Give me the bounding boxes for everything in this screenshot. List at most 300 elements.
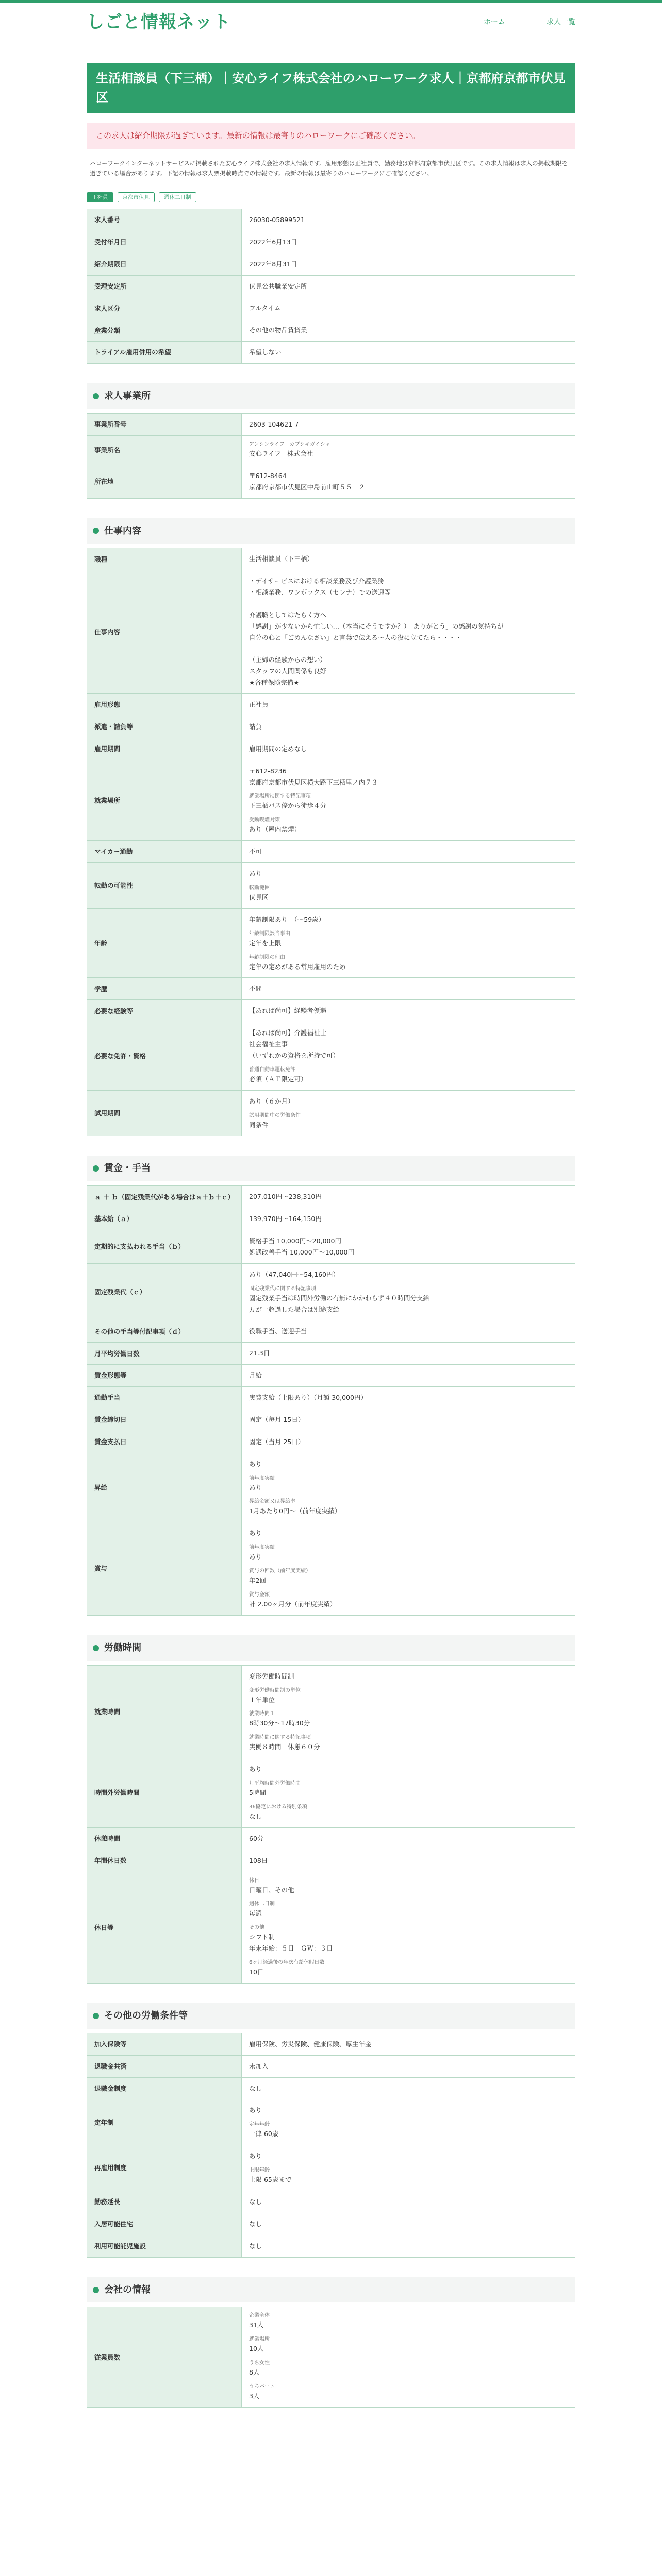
table-row xyxy=(87,297,575,319)
row-label: 利用可能託児施設 xyxy=(87,2235,242,2257)
section-hours xyxy=(87,1635,575,1984)
section-heading xyxy=(87,518,575,544)
table-row xyxy=(87,2145,575,2191)
row-label: 定期的に支払われる手当（ｂ） xyxy=(87,1230,242,1264)
row-label: 固定残業代（ｃ） xyxy=(87,1263,242,1320)
table-row xyxy=(87,1387,575,1409)
value-text: 一律 60歳 xyxy=(249,2130,279,2138)
site-header xyxy=(0,3,662,42)
row-value xyxy=(242,2077,575,2099)
site-logo[interactable]: しごと情報ネット xyxy=(87,12,231,33)
value-text: 21.3日 xyxy=(249,1349,270,1358)
section-title: 求人事業所 xyxy=(104,391,151,402)
value-text: 固定残業手当は時間外労働の有無にかかわらず４０時間分支給 万が一超過した場合は別途支給 xyxy=(249,1294,430,1313)
info-table xyxy=(87,209,575,364)
row-value xyxy=(242,1827,575,1850)
row-value xyxy=(242,1431,575,1453)
table-row xyxy=(87,2213,575,2235)
row-value xyxy=(242,2055,575,2077)
table-row xyxy=(87,1827,575,1850)
value-text: 役職手当、送迎手当 xyxy=(249,1327,307,1335)
row-label: 試用期間 xyxy=(87,1090,242,1136)
row-label: 雇用期間 xyxy=(87,738,242,760)
row-value xyxy=(242,1263,575,1320)
value-block xyxy=(249,1475,568,1494)
table-row xyxy=(87,1872,575,1983)
section-list xyxy=(87,209,575,2408)
value-text: 同条件 xyxy=(249,1121,269,1129)
value-text: あり（47,040円～54,160円） xyxy=(249,1270,339,1278)
row-label: 年間休日数 xyxy=(87,1850,242,1872)
row-value xyxy=(242,908,575,978)
row-value xyxy=(242,841,575,863)
value-block xyxy=(249,1066,568,1085)
value-block xyxy=(249,1568,568,1586)
row-label: トライアル雇用併用の希望 xyxy=(87,342,242,364)
row-value xyxy=(242,738,575,760)
value-block xyxy=(249,1959,568,1978)
value-text: 108日 xyxy=(249,1856,268,1865)
value-text: あり xyxy=(249,870,262,878)
bullet-dot-icon xyxy=(93,2013,99,2019)
value-text: あり xyxy=(249,1460,262,1468)
row-value xyxy=(242,1409,575,1431)
value-block xyxy=(249,1544,568,1563)
value-sublabel: 試用期間中の労働条件 xyxy=(249,1112,301,1118)
value-block xyxy=(249,766,568,788)
value-text: 3人 xyxy=(249,2392,260,2400)
value-block xyxy=(249,1671,568,1682)
value-text: フルタイム xyxy=(249,304,281,312)
section-title: 賃金・手当 xyxy=(104,1163,151,1174)
row-label: 勤務延長 xyxy=(87,2191,242,2213)
value-block xyxy=(249,1710,568,1729)
table-row xyxy=(87,2235,575,2257)
value-text: 8時30分～17時30分 xyxy=(249,1719,310,1727)
value-text: あり xyxy=(249,1765,262,1773)
value-block xyxy=(249,2336,568,2354)
value-block xyxy=(249,2105,568,2116)
value-text: 雇用保険、労災保険、健康保険、厚生年金 xyxy=(249,2040,372,2048)
value-text: その他の物品賃貸業 xyxy=(249,326,307,334)
row-value xyxy=(242,342,575,364)
row-label: 求人区分 xyxy=(87,297,242,319)
value-text: ・デイサービスにおける相談業務及び介護業務 ・相談業務、ワンボックス（セレナ）での送迎等 介護職としてはたらく方へ 「感謝」が少ないから忙しい…（本当にそうですか？）「ありがとう」の感謝の気持ちが 自分の心と「ごめんなさい」と言葉で伝える～人の役に立てたら・・・・ （主婦の経験からの想い） スタッフの人間関係も良好 ★各種保険完備★ xyxy=(249,577,504,687)
value-text: 2603-104621-7 xyxy=(249,420,299,428)
row-value xyxy=(242,1343,575,1365)
value-text: 1月あたり0円～（前年度実績） xyxy=(249,1507,341,1515)
value-block xyxy=(249,1528,568,1539)
value-text: 資格手当 10,000円～20,000円 処遇改善手当 10,000円～10,000円 xyxy=(249,1237,354,1256)
value-text: あり xyxy=(249,2106,262,2114)
row-label: 必要な経験等 xyxy=(87,1000,242,1022)
row-value xyxy=(242,1453,575,1522)
row-value xyxy=(242,1758,575,1828)
value-text: 生活相談員（下三栖） xyxy=(249,555,314,563)
row-value xyxy=(242,1872,575,1983)
row-label: 職種 xyxy=(87,548,242,570)
expired-notice: この求人は紹介期限が過ぎています。最新の情報は最寄りのハローワークにご確認ください。 xyxy=(87,123,575,149)
value-block xyxy=(249,868,568,879)
row-value xyxy=(242,275,575,297)
info-table xyxy=(87,413,575,499)
table-row xyxy=(87,1208,575,1230)
row-label: 賃金形態等 xyxy=(87,1365,242,1387)
row-value xyxy=(242,863,575,909)
value-text: 雇用期間の定めなし xyxy=(249,744,307,753)
table-row xyxy=(87,2099,575,2145)
table-row xyxy=(87,2307,575,2408)
value-text: 必須（ＡＴ限定可） xyxy=(249,1075,307,1083)
table-row xyxy=(87,694,575,716)
row-label: 従業員数 xyxy=(87,2307,242,2408)
row-label: 受理安定所 xyxy=(87,275,242,297)
bullet-dot-icon xyxy=(93,528,99,534)
table-row xyxy=(87,253,575,275)
row-value xyxy=(242,1186,575,1208)
table-row xyxy=(87,1522,575,1616)
row-label: 就業場所 xyxy=(87,760,242,841)
value-sublabel: 賞与金額 xyxy=(249,1591,270,1598)
nav-job-list-link[interactable]: 求人一覧 xyxy=(547,18,575,26)
row-label: 賃金締切日 xyxy=(87,1409,242,1431)
value-block xyxy=(249,1096,568,1107)
value-block xyxy=(249,1764,568,1775)
table-row xyxy=(87,1022,575,1091)
value-sublabel: 年齢制限の理由 xyxy=(249,954,285,960)
row-value xyxy=(242,716,575,738)
value-sublabel: 前年度実績 xyxy=(249,1545,275,1551)
value-text: あり xyxy=(249,1529,262,1537)
value-block xyxy=(249,1687,568,1706)
value-text: 10日 xyxy=(249,1968,264,1976)
row-label: 求人番号 xyxy=(87,209,242,231)
table-row xyxy=(87,342,575,364)
table-row xyxy=(87,1431,575,1453)
row-value xyxy=(242,2145,575,2191)
table-row xyxy=(87,2033,575,2055)
value-text: 定年を上限 xyxy=(249,939,282,947)
table-row xyxy=(87,435,575,465)
value-sublabel: うちパート xyxy=(249,2384,275,2390)
table-row xyxy=(87,275,575,297)
value-block xyxy=(249,1804,568,1822)
row-value xyxy=(242,1365,575,1387)
value-text: 不可 xyxy=(249,848,262,856)
value-block xyxy=(249,885,568,903)
value-sublabel: 休日 xyxy=(249,1877,259,1884)
table-row xyxy=(87,738,575,760)
row-value xyxy=(242,1022,575,1091)
row-value xyxy=(242,2307,575,2408)
table-row xyxy=(87,2055,575,2077)
value-text: 2022年6月13日 xyxy=(249,238,297,246)
value-block xyxy=(249,2150,568,2162)
row-label: その他の手当等付記事項（ｄ） xyxy=(87,1320,242,1343)
tag-employment-type: 正社員 xyxy=(87,192,113,202)
value-block xyxy=(249,1591,568,1610)
value-text: 未加入 xyxy=(249,2062,269,2070)
row-label: 退職金共済 xyxy=(87,2055,242,2077)
row-value xyxy=(242,253,575,275)
bullet-dot-icon xyxy=(93,1165,99,1172)
value-block xyxy=(249,1459,568,1470)
section-other xyxy=(87,2003,575,2258)
section-heading xyxy=(87,383,575,409)
value-text: なし xyxy=(249,2242,262,2250)
row-label: 月平均労働日数 xyxy=(87,1343,242,1365)
value-text: 【あれば尚可】介護福祉士 社会福祉主事 （いずれかの資格を所持で可） xyxy=(249,1029,340,1059)
value-text: 安心ライフ 株式会社 xyxy=(249,449,313,457)
row-label: 通勤手当 xyxy=(87,1387,242,1409)
value-text: １年単位 xyxy=(249,1696,275,1704)
value-block xyxy=(249,1269,568,1280)
row-value xyxy=(242,760,575,841)
bullet-dot-icon xyxy=(93,393,99,399)
value-text: 実働８時間 休憩６０分 xyxy=(249,1743,320,1751)
row-value xyxy=(242,1522,575,1616)
value-text: なし xyxy=(249,1812,262,1820)
value-block xyxy=(249,1498,568,1517)
value-block xyxy=(249,930,568,949)
row-label: 年齢 xyxy=(87,908,242,978)
value-block xyxy=(249,1734,568,1753)
value-text: あり（屋内禁煙） xyxy=(249,825,301,834)
tag-list xyxy=(87,192,575,202)
job-description: ハローワークインターネットサービスに掲載された安心ライフ株式会社の求人情報です。雇用形態は正社員で、勤務地は京都府京都市伏見区です。この求人情報は求人の掲載期限を過ぎている場合があります。下記の情報は求人票掲載時点での情報です。最新の情報は最寄りのハローワークにご確認ください。 xyxy=(90,159,568,177)
value-text: 固定（当月 25日） xyxy=(249,1437,305,1446)
row-value xyxy=(242,414,575,436)
row-value xyxy=(242,548,575,570)
row-value xyxy=(242,1000,575,1022)
value-sublabel: 昇給金額又は昇給率 xyxy=(249,1499,295,1505)
row-value xyxy=(242,231,575,253)
value-text: 2022年8月31日 xyxy=(249,260,297,268)
row-label: 転勤の可能性 xyxy=(87,863,242,909)
section-title: 労働時間 xyxy=(104,1642,141,1653)
value-block xyxy=(249,2312,568,2331)
row-value xyxy=(242,1090,575,1136)
value-text: あり xyxy=(249,1483,262,1492)
table-row xyxy=(87,414,575,436)
row-label: 雇用形態 xyxy=(87,694,242,716)
value-sublabel: 受動喫煙対策 xyxy=(249,817,280,823)
table-row xyxy=(87,760,575,841)
table-row xyxy=(87,841,575,863)
section-basic xyxy=(87,209,575,364)
row-label: 仕事内容 xyxy=(87,570,242,694)
value-text: 26030-05899521 xyxy=(249,215,305,224)
value-text: 〒612-8464 京都府京都市伏見区中島前山町５５－２ xyxy=(249,471,366,491)
info-table xyxy=(87,2307,575,2408)
table-row xyxy=(87,1758,575,1828)
row-label: 加入保険等 xyxy=(87,2033,242,2055)
table-row xyxy=(87,1090,575,1136)
section-title: 会社の情報 xyxy=(104,2284,151,2295)
section-wage xyxy=(87,1156,575,1615)
row-value xyxy=(242,978,575,1000)
job-detail-main xyxy=(87,63,575,2428)
row-value xyxy=(242,465,575,498)
value-text: 31人 xyxy=(249,2321,264,2329)
value-text: なし xyxy=(249,2219,262,2228)
bullet-dot-icon xyxy=(93,2287,99,2293)
row-value xyxy=(242,2213,575,2235)
table-row xyxy=(87,209,575,231)
row-label: 派遣・請負等 xyxy=(87,716,242,738)
value-text: シフト制 年末年始：５日 ＧＷ：３日 xyxy=(249,1933,333,1953)
info-table xyxy=(87,548,575,1136)
table-row xyxy=(87,231,575,253)
value-sublabel: 定年年齢 xyxy=(249,2122,270,2128)
row-value xyxy=(242,2191,575,2213)
section-heading xyxy=(87,1156,575,1181)
value-text: 上限 65歳まで xyxy=(249,2176,292,2184)
row-value xyxy=(242,1850,575,1872)
value-sublabel: 就業場所 xyxy=(249,2336,270,2343)
value-sublabel: 普通自動車運転免許 xyxy=(249,1066,295,1073)
table-row xyxy=(87,716,575,738)
row-label: 学歴 xyxy=(87,978,242,1000)
value-text: 日曜日、その他 xyxy=(249,1886,294,1894)
value-sublabel: 36協定における特別条項 xyxy=(249,1804,307,1810)
table-row xyxy=(87,1665,575,1758)
row-label: 入居可能住宅 xyxy=(87,2213,242,2235)
table-row xyxy=(87,319,575,342)
section-heading xyxy=(87,1635,575,1661)
value-block xyxy=(249,2383,568,2402)
value-sublabel: 週休二日制 xyxy=(249,1901,275,1907)
table-row xyxy=(87,1000,575,1022)
table-row xyxy=(87,548,575,570)
value-text: 毎週 xyxy=(249,1909,262,1918)
value-text: 5時間 xyxy=(249,1789,266,1797)
tag-location: 京都市伏見 xyxy=(118,192,155,202)
row-value xyxy=(242,694,575,716)
value-text: 正社員 xyxy=(249,701,269,709)
table-row xyxy=(87,1409,575,1431)
value-text: あり xyxy=(249,1553,262,1561)
section-company xyxy=(87,383,575,498)
value-text: 139,970円～164,150円 xyxy=(249,1215,322,1223)
row-value xyxy=(242,319,575,342)
table-row xyxy=(87,2077,575,2099)
section-corp xyxy=(87,2277,575,2408)
value-sublabel: その他 xyxy=(249,1925,264,1931)
value-block xyxy=(249,793,568,811)
row-label: 産業分類 xyxy=(87,319,242,342)
row-value xyxy=(242,2235,575,2257)
value-text: 10人 xyxy=(249,2345,264,2353)
value-sublabel: 転勤範囲 xyxy=(249,885,270,891)
value-text: 定年の定めがある常用雇用のため xyxy=(249,962,346,971)
value-block xyxy=(249,2167,568,2185)
section-title: その他の労働条件等 xyxy=(104,2010,188,2021)
row-value xyxy=(242,2033,575,2055)
row-label: 休憩時間 xyxy=(87,1827,242,1850)
value-sublabel: うち女性 xyxy=(249,2360,270,2366)
value-text: 不問 xyxy=(249,985,262,993)
value-text: 8人 xyxy=(249,2368,260,2377)
row-value xyxy=(242,209,575,231)
value-block xyxy=(249,1924,568,1954)
value-text: 60分 xyxy=(249,1834,264,1842)
value-sublabel: 賞与の回数（前年度実績） xyxy=(249,1568,311,1574)
nav-home-link[interactable]: ホーム xyxy=(484,18,505,26)
section-heading xyxy=(87,2277,575,2303)
row-value xyxy=(242,1387,575,1409)
row-label: 時間外労働時間 xyxy=(87,1758,242,1828)
value-block xyxy=(249,1877,568,1896)
value-text: 年齢制限あり （～59歳） xyxy=(249,915,325,923)
table-row xyxy=(87,1186,575,1208)
value-text: 伏見区 xyxy=(249,893,269,901)
section-heading xyxy=(87,2003,575,2029)
value-sublabel: 6ヶ月経過後の年次有給休暇日数 xyxy=(249,1960,325,1966)
value-sublabel: 固定残業代に関する特記事項 xyxy=(249,1285,316,1292)
value-text: 変形労働時間制 xyxy=(249,1672,294,1680)
table-row xyxy=(87,1365,575,1387)
row-value xyxy=(242,1665,575,1758)
table-row xyxy=(87,908,575,978)
row-label: マイカー通勤 xyxy=(87,841,242,863)
value-text: 計 2.00ヶ月分（前年度実績） xyxy=(249,1600,337,1608)
row-label: 事業所名 xyxy=(87,435,242,465)
value-text: あり（６か月） xyxy=(249,1097,294,1105)
row-value xyxy=(242,2099,575,2145)
table-row xyxy=(87,1263,575,1320)
value-block xyxy=(249,1901,568,1919)
table-row xyxy=(87,1343,575,1365)
value-sublabel: 就業時間に関する特記事項 xyxy=(249,1735,311,1741)
row-label: 紹介期限日 xyxy=(87,253,242,275)
info-table xyxy=(87,1185,575,1616)
row-value xyxy=(242,435,575,465)
value-text: 【あれば尚可】経験者優遇 xyxy=(249,1007,327,1015)
row-value xyxy=(242,1208,575,1230)
value-block xyxy=(249,2360,568,2378)
value-text: あり xyxy=(249,2152,262,2160)
row-label: 定年制 xyxy=(87,2099,242,2145)
value-text: なし xyxy=(249,2084,262,2092)
value-text: なし xyxy=(249,2197,262,2206)
row-label: 昇給 xyxy=(87,1453,242,1522)
value-sublabel: 月平均時間外労働時間 xyxy=(249,1781,301,1787)
value-text: 実費支給（上限あり）（月額 30,000円） xyxy=(249,1394,367,1402)
value-text: 希望しない xyxy=(249,348,282,357)
row-label: 基本給（ａ） xyxy=(87,1208,242,1230)
value-block xyxy=(249,2121,568,2140)
row-value xyxy=(242,570,575,694)
table-row xyxy=(87,978,575,1000)
value-text: 〒612-8236 京都府京都市伏見区横大路下三栖里ノ内７３ xyxy=(249,767,378,786)
row-label: 賞与 xyxy=(87,1522,242,1616)
value-sublabel: 年齢制限該当事由 xyxy=(249,930,290,937)
row-label: 受付年月日 xyxy=(87,231,242,253)
value-text: 207,010円～238,310円 xyxy=(249,1193,322,1201)
value-sublabel: アンシンライフ カブシキガイシャ xyxy=(249,441,330,447)
row-label: 必要な免許・資格 xyxy=(87,1022,242,1091)
value-block xyxy=(249,817,568,835)
row-label: 就業時間 xyxy=(87,1665,242,1758)
info-table xyxy=(87,1665,575,1984)
section-title: 仕事内容 xyxy=(104,525,141,536)
value-block xyxy=(249,1112,568,1131)
row-label: 休日等 xyxy=(87,1872,242,1983)
row-label: 退職金制度 xyxy=(87,2077,242,2099)
table-row xyxy=(87,1230,575,1264)
value-block xyxy=(249,954,568,973)
